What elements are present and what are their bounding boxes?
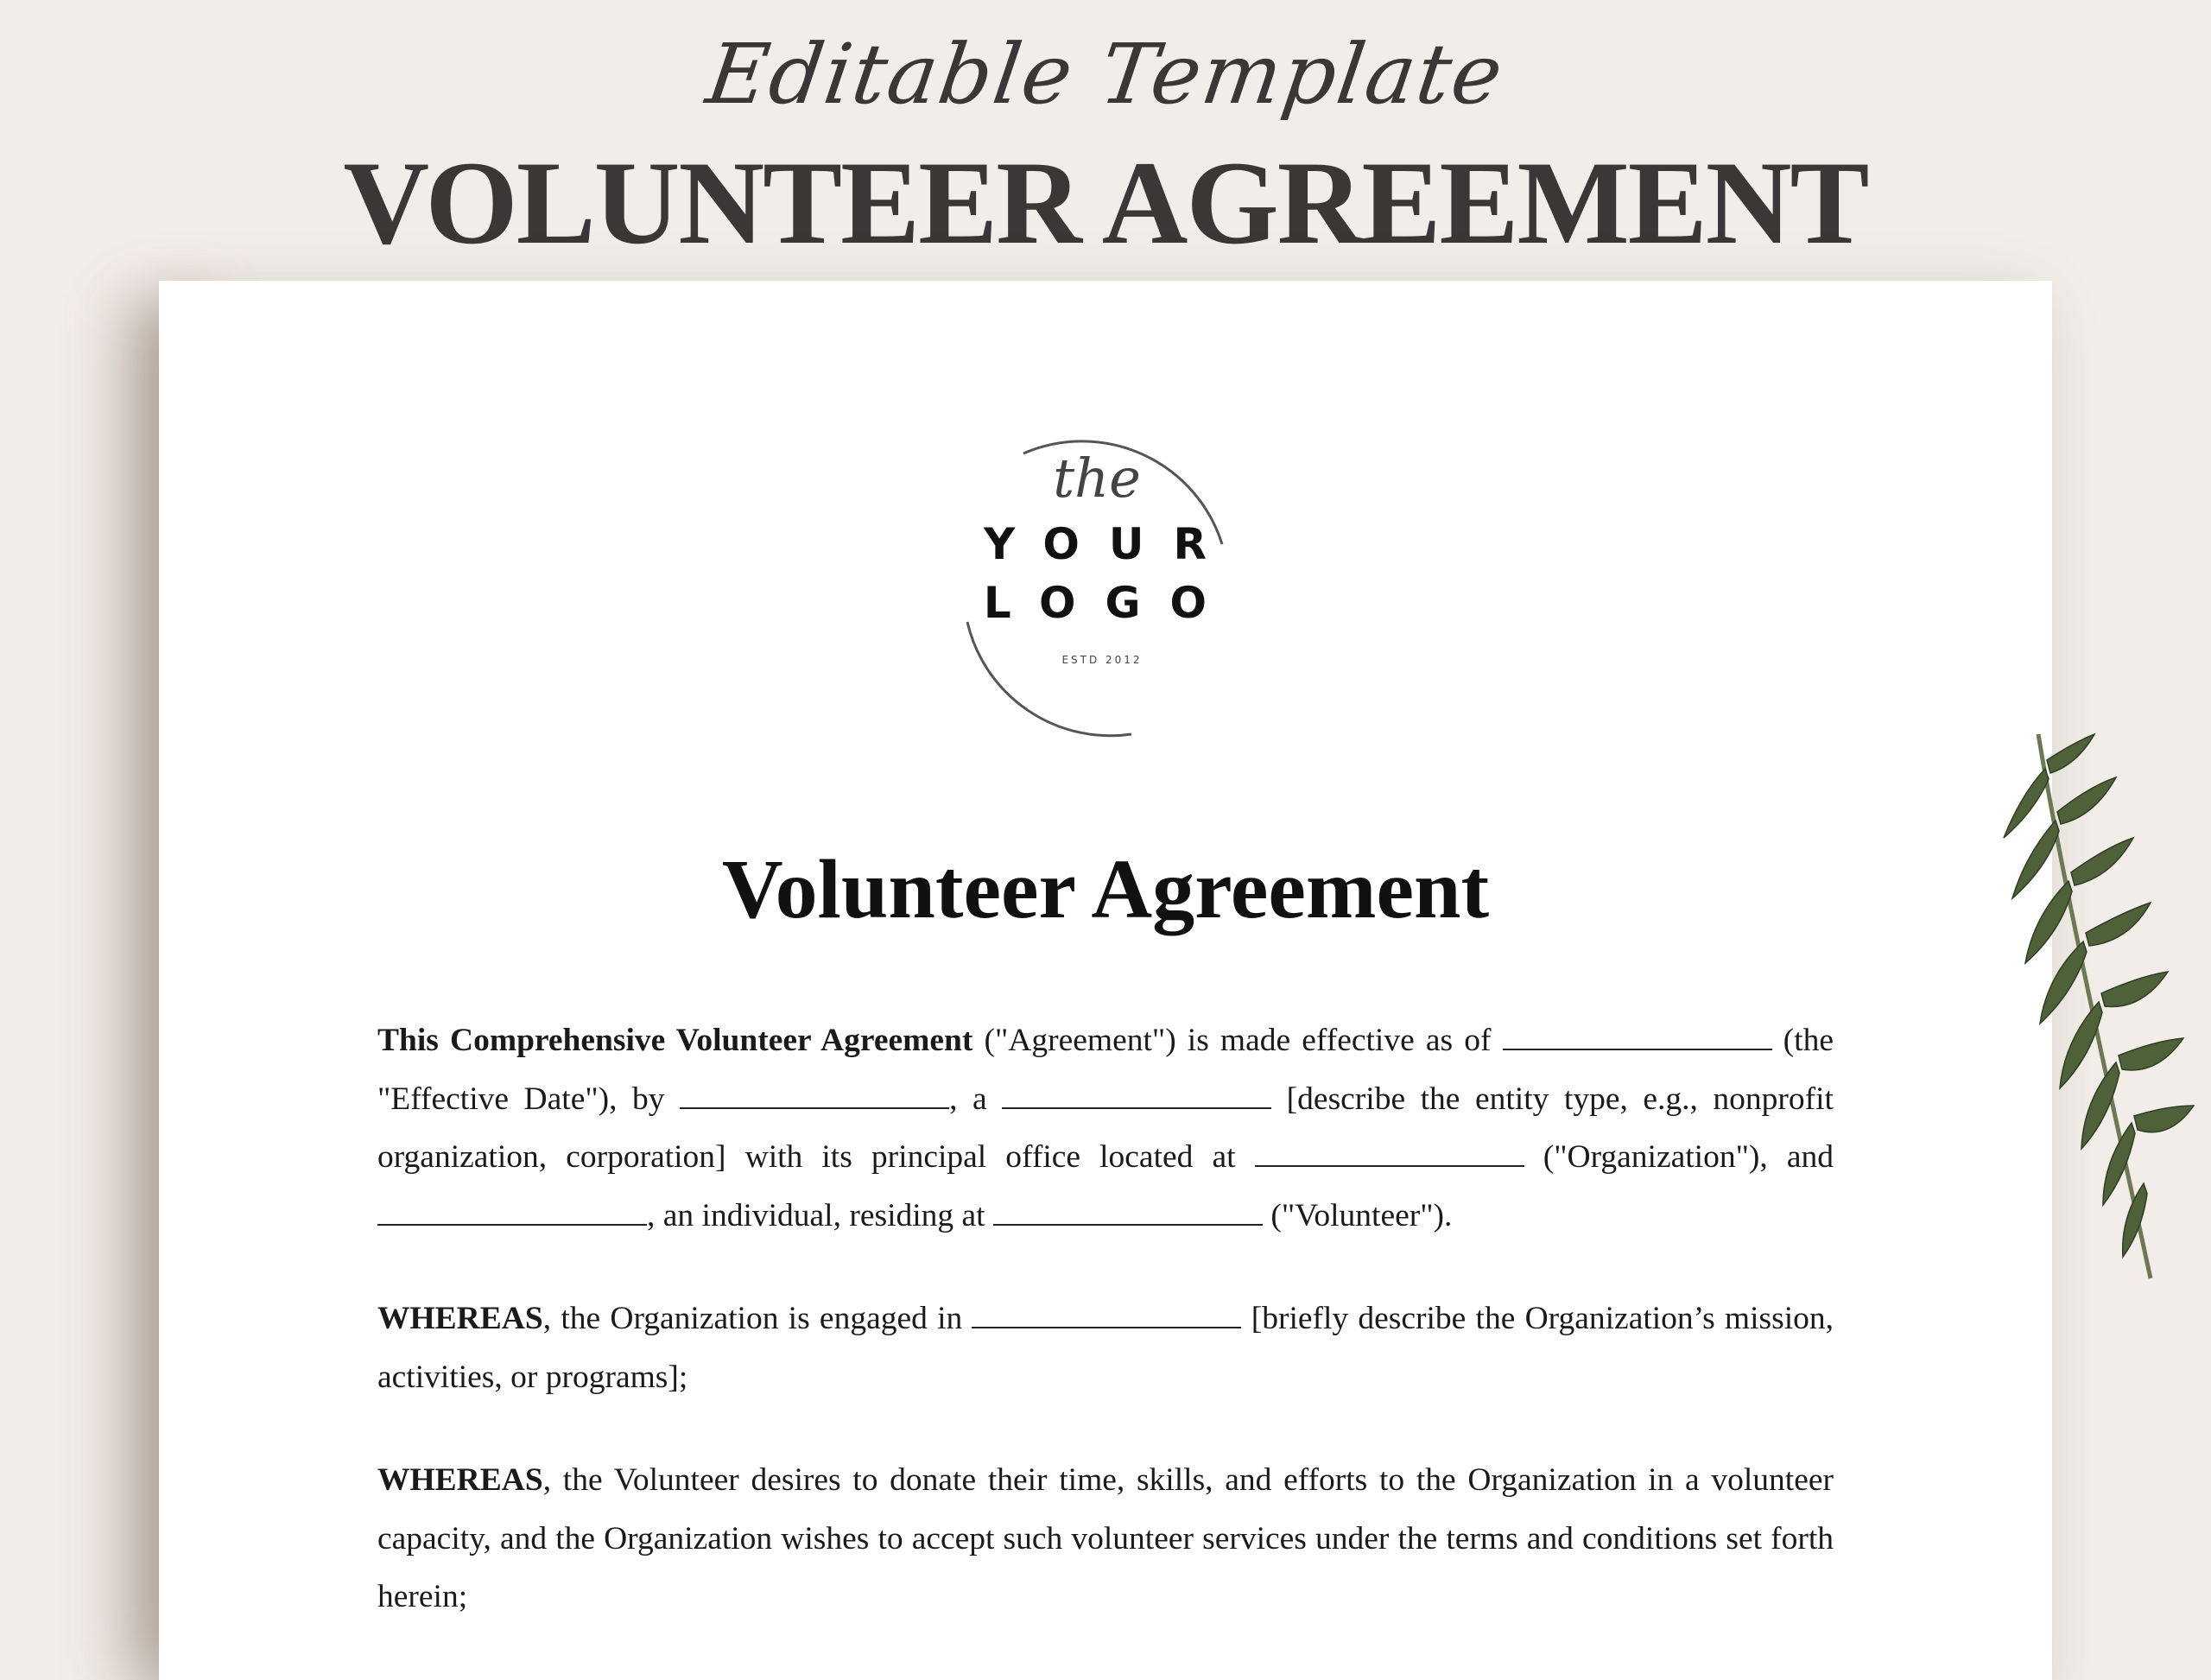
blank-organization-mission[interactable]	[972, 1303, 1241, 1328]
logo-line-1: YOUR	[983, 519, 1237, 569]
paragraph-intro	[377, 1011, 1834, 1245]
whereas-2-bold-lead: WHEREAS	[377, 1462, 543, 1498]
paragraph-whereas-2	[377, 1451, 1834, 1626]
header-script-title: Editable Template	[700, 26, 1511, 123]
intro-text-1: ("Agreement") is made effective as of	[972, 1023, 1503, 1058]
blank-organization-name[interactable]	[680, 1083, 949, 1109]
blank-volunteer-residence[interactable]	[993, 1200, 1263, 1226]
blank-volunteer-name[interactable]	[377, 1200, 647, 1226]
blank-entity-type[interactable]	[1002, 1083, 1271, 1109]
whereas-1-text-1: , the Organization is engaged in	[542, 1301, 972, 1336]
whereas-1-bold-lead: WHEREAS	[377, 1301, 543, 1336]
intro-text-4: [describe the entity type, e.g., nonprofit organization, corporation] with its principal office located at	[377, 1081, 1834, 1175]
logo-graphic	[933, 419, 1278, 764]
header-main-title: VOLUNTEER AGREEMENT	[343, 136, 1868, 269]
logo-estd: ESTD 2012	[1061, 654, 1143, 666]
whereas-1-text-2: [briefly describe the Organization’s mission, activities, or programs];	[377, 1301, 1834, 1395]
intro-bold-lead: This Comprehensive Volunteer Agreement	[377, 1023, 973, 1058]
document-page	[159, 281, 2052, 1680]
intro-text-2: (the "Effective Date"), by	[377, 1023, 1834, 1117]
whereas-2-text-1: , the Volunteer desires to donate their time, skills, and efforts to the Organization in a volunteer capacity, and the Organization wishes to accept such volunteer services under the terms and conditions set forth herein;	[377, 1462, 1834, 1614]
plant-sprig-decoration	[1986, 717, 2211, 1304]
intro-text-7: ("Volunteer").	[1262, 1197, 1453, 1233]
intro-text-6: , an individual, residing at	[647, 1197, 993, 1233]
blank-principal-office[interactable]	[1255, 1141, 1524, 1167]
logo-line-2: LOGO	[983, 578, 1237, 628]
document-title: Volunteer Agreement	[721, 843, 1490, 936]
document-body	[377, 1011, 1834, 1671]
paragraph-whereas-1	[377, 1290, 1834, 1406]
logo	[159, 419, 2052, 764]
intro-text-5: ("Organization"), and	[1524, 1139, 1834, 1175]
blank-effective-date[interactable]	[1503, 1024, 1772, 1050]
intro-text-3: , a	[949, 1081, 1003, 1117]
logo-the: the	[1053, 447, 1141, 510]
